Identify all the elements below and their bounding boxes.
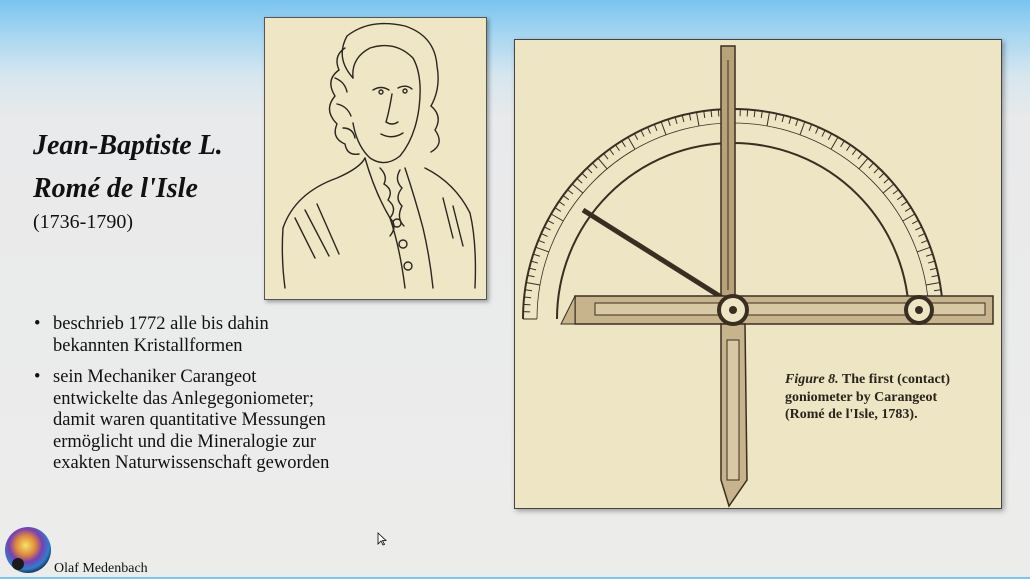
scale-tick <box>661 122 666 135</box>
scale-tick <box>641 130 644 136</box>
scale-tick <box>648 127 651 133</box>
scale-tick <box>917 247 930 252</box>
scale-tick <box>711 110 712 117</box>
scale-tick <box>934 290 941 291</box>
scale-tick <box>541 234 547 237</box>
scale-tick <box>526 283 540 285</box>
scale-tick <box>816 127 819 133</box>
scale-tick <box>874 168 879 173</box>
scale-tick <box>689 114 690 121</box>
scale-tick <box>528 275 535 276</box>
title-line-2: Romé de l'Isle <box>33 167 223 210</box>
bullet-item: • beschrieb 1772 alle bis dahin bekannten Kristallformen <box>32 314 432 357</box>
scale-tick <box>572 184 583 193</box>
scale-tick <box>529 268 536 270</box>
scale-tick <box>592 163 597 168</box>
scale-tick <box>682 115 684 122</box>
scale-tick <box>587 168 592 173</box>
portrait-drawing <box>265 18 486 299</box>
goniometer-illustration <box>514 39 1002 509</box>
scale-tick <box>628 137 635 149</box>
scale-tick <box>893 190 899 194</box>
scale-tick <box>622 141 626 147</box>
scale-tick <box>544 227 550 230</box>
scale-tick <box>767 112 769 126</box>
scale-tick <box>568 190 574 194</box>
bullet-list <box>32 314 432 485</box>
scale-tick <box>932 275 939 276</box>
title-line-1: Jean-Baptiste L. <box>33 124 223 167</box>
scale-tick <box>538 240 544 243</box>
scale-tick <box>531 261 538 263</box>
scale-tick <box>879 173 884 178</box>
scale-tick <box>524 297 531 298</box>
slide-title <box>33 124 223 210</box>
scale-tick <box>582 173 587 178</box>
scale-tick <box>869 163 874 168</box>
scale-tick <box>852 149 856 155</box>
scale-tick <box>822 130 825 136</box>
scale-tick <box>883 184 894 193</box>
scale-tick <box>548 220 554 223</box>
scale-tick <box>921 240 927 243</box>
scale-tick <box>616 145 620 151</box>
scale-tick <box>841 141 845 147</box>
scale-tick <box>675 117 677 124</box>
scale-tick <box>604 154 608 160</box>
scale-tick <box>915 227 921 230</box>
scale-tick <box>858 154 862 160</box>
figure-caption: Figure 8. The first (contact) goniometer by Carangeot (Romé de l'Isle, 1783). <box>785 371 950 424</box>
scale-tick <box>918 234 924 237</box>
scale-tick <box>847 145 851 151</box>
scale-tick <box>577 178 582 183</box>
scale-tick <box>884 178 889 183</box>
scale-tick <box>809 124 812 130</box>
bullet-item: • sein Mechaniker Carangeot entwickelte das Anlegegoniometer; damit waren quantitative Messungen ermöglicht und die Mineralogie zur exakten Naturwissenschaft geworden <box>32 367 432 475</box>
scale-tick <box>903 214 915 221</box>
scale-tick <box>754 110 755 117</box>
scale-tick <box>901 202 907 206</box>
scale-tick <box>782 115 784 122</box>
scale-tick <box>533 254 540 256</box>
scale-tick <box>926 283 940 285</box>
scale-tick <box>697 112 699 126</box>
scale-tick <box>828 134 831 140</box>
scale-tick <box>912 220 918 223</box>
scale-tick <box>704 111 705 118</box>
scale-tick <box>551 214 563 221</box>
portrait-engraving <box>264 17 487 300</box>
scale-tick <box>559 202 565 206</box>
scale-tick <box>761 111 762 118</box>
scale-tick <box>654 124 657 130</box>
scale-tick <box>831 137 838 149</box>
scale-tick <box>789 117 791 124</box>
scale-tick <box>668 119 670 126</box>
scale-tick <box>598 158 607 169</box>
goniometer-drawing <box>515 40 1001 508</box>
author-name: Olaf Medenbach <box>54 561 148 577</box>
scale-tick <box>800 122 805 135</box>
scale-tick <box>897 196 903 200</box>
scale-tick <box>634 134 637 140</box>
scale-tick <box>796 119 798 126</box>
scale-tick <box>563 196 569 200</box>
scale-tick <box>926 254 933 256</box>
scale-tick <box>930 268 937 270</box>
scale-tick <box>610 149 614 155</box>
scale-tick <box>905 208 911 212</box>
crystal-logo-icon <box>4 526 52 574</box>
life-years: (1736-1790) <box>33 211 133 234</box>
scale-tick <box>536 247 549 252</box>
scale-tick <box>859 158 868 169</box>
scale-tick <box>775 114 776 121</box>
mouse-cursor-icon <box>377 532 387 546</box>
scale-tick <box>928 261 935 263</box>
scale-tick <box>525 290 532 291</box>
scale-tick <box>555 208 561 212</box>
